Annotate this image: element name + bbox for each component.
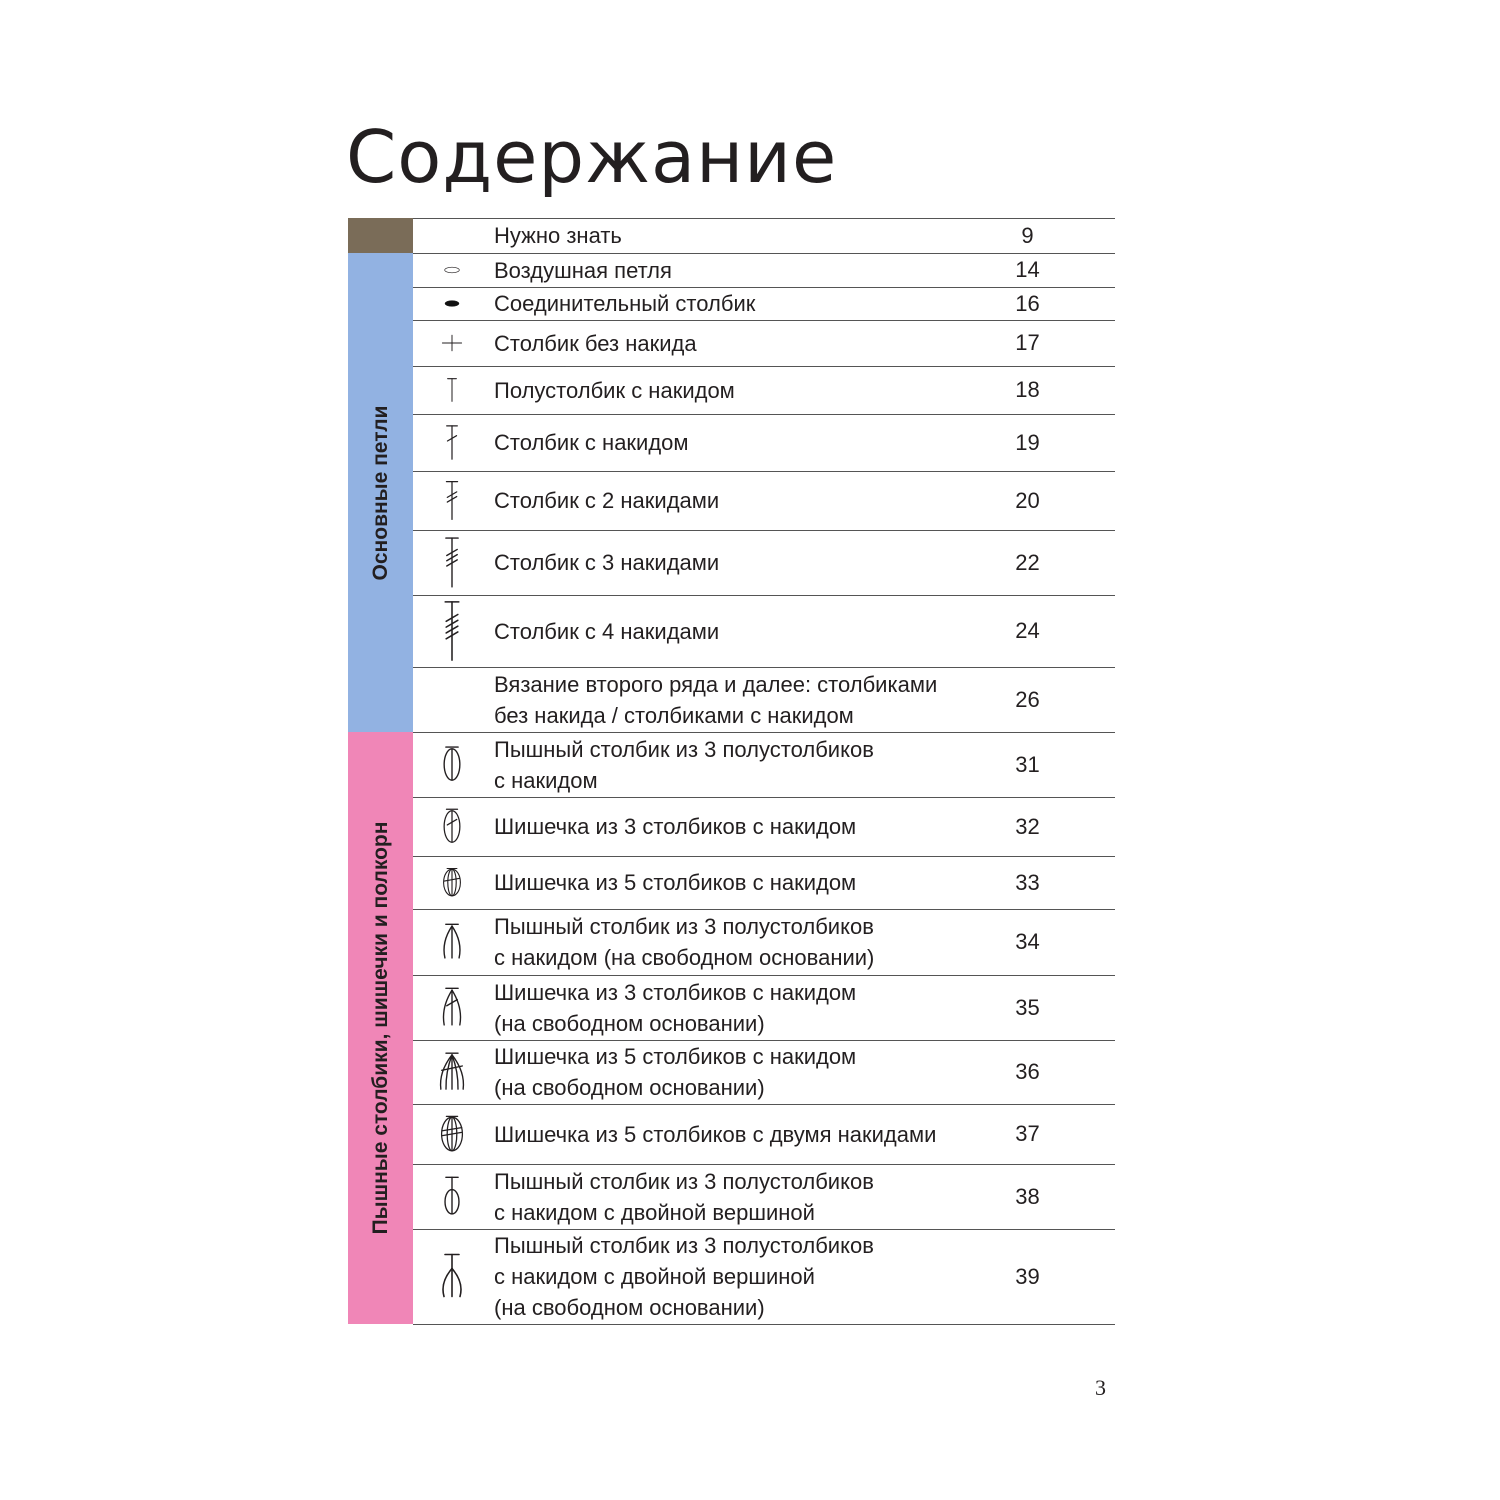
toc-entry-line: (на свободном основании) — [494, 1075, 765, 1100]
toc-entry-title[interactable] — [494, 797, 994, 856]
section-label-basic: Основные петли — [368, 405, 392, 580]
toc-entry-title[interactable] — [494, 320, 994, 366]
toc-entry-line: с накидом с двойной вершиной — [494, 1264, 815, 1289]
toc-entry-title[interactable] — [494, 471, 994, 530]
toc-entry-title[interactable] — [494, 667, 994, 732]
toc-entry-line: Столбик с 4 накидами — [494, 618, 720, 644]
row-divider — [413, 1324, 1115, 1325]
toc-entry-title[interactable] — [494, 1104, 994, 1164]
toc-entry-page[interactable]: 31 — [1015, 751, 1040, 777]
toc-entry-title[interactable] — [494, 1164, 994, 1229]
toc-entry-line: с накидом с двойной вершиной — [494, 1199, 815, 1225]
toc-entry-title[interactable] — [494, 856, 994, 909]
section-bar-basic — [348, 253, 413, 732]
toc-entry-title[interactable] — [494, 1040, 994, 1104]
section-bar-intro — [348, 218, 413, 253]
triple-treble-crochet-icon — [432, 597, 472, 665]
toc-entry-page[interactable]: 39 — [1015, 1263, 1040, 1289]
toc-entry-page[interactable]: 18 — [1015, 377, 1040, 402]
toc-entry-line: Шишечка из 5 столбиков с двумя накидами — [494, 1121, 937, 1147]
toc-entry-line: Воздушная петля — [494, 257, 672, 283]
toc-entry-line: Пышный столбик из 3 полустолбиков — [494, 1168, 874, 1194]
slip-stitch-icon — [432, 289, 472, 318]
toc-entry-line: Столбик без накида — [494, 330, 697, 356]
toc-entry-title[interactable] — [494, 909, 994, 975]
toc-entry-title[interactable] — [494, 975, 994, 1040]
toc-entry-line: Пышный столбик из 3 полустолбиков — [494, 914, 874, 939]
toc-entry-page[interactable]: 16 — [1015, 290, 1040, 316]
toc-entry-title[interactable] — [494, 287, 994, 320]
puff-3hdc-icon — [432, 734, 472, 795]
toc-entry-line: Столбик с накидом — [494, 430, 689, 455]
toc-entry-line: (на свободном основании) — [494, 1295, 765, 1320]
section-label-puff: Пышные столбики, шишечки и полкорн — [368, 821, 392, 1235]
toc-entry-title[interactable] — [494, 414, 994, 471]
toc-entry-page[interactable]: 17 — [1015, 330, 1040, 355]
puff-3hdc-double-top-open-icon — [432, 1231, 472, 1322]
double-treble-crochet-icon — [432, 532, 472, 593]
toc-entry-page[interactable]: 24 — [1015, 618, 1040, 643]
toc-entry-line: Шишечка из 3 столбиков с накидом — [494, 814, 857, 839]
cluster-5tr-icon — [432, 1106, 472, 1162]
cluster-3dc-open-icon — [432, 977, 472, 1038]
toc-entry-line: Шишечка из 5 столбиков с накидом — [494, 870, 857, 895]
toc-entry-line: Пышный столбик из 3 полустолбиков — [494, 736, 874, 762]
toc-entry-line: без накида / столбиками с накидом — [494, 702, 854, 728]
puff-3hdc-double-top-icon — [432, 1166, 472, 1227]
toc-entry-page[interactable]: 36 — [1015, 1059, 1040, 1084]
toc-entry-line: Соединительный столбик — [494, 291, 756, 316]
puff-3hdc-open-icon — [432, 911, 472, 973]
toc-entry-line: (на свободном основании) — [494, 1010, 765, 1036]
toc-entry-line: Столбик с 2 накидами — [494, 488, 720, 513]
toc-entry-line: Пышный столбик из 3 полустолбиков — [494, 1233, 874, 1258]
toc-entry-page[interactable]: 14 — [1015, 257, 1040, 282]
toc-entry-title[interactable] — [494, 732, 994, 797]
cluster-5dc-open-icon — [432, 1042, 472, 1102]
toc-entry-title[interactable] — [494, 1229, 994, 1324]
toc-entry-page[interactable]: 26 — [1015, 686, 1040, 712]
chain-stitch-icon — [432, 255, 472, 285]
toc-entry-line: Нужно знать — [494, 223, 622, 248]
toc-entry-line: Полустолбик с накидом — [494, 377, 735, 403]
toc-entry-line: Вязание второго ряда и далее: столбиками — [494, 671, 938, 697]
toc-entry-title[interactable] — [494, 530, 994, 595]
single-crochet-icon — [432, 322, 472, 364]
toc-entry-line: Шишечка из 5 столбиков с накидом — [494, 1044, 857, 1069]
toc-entry-page[interactable]: 35 — [1015, 994, 1040, 1020]
page-number: 3 — [1095, 1375, 1106, 1400]
toc-entry-line: с накидом (на свободном основании) — [494, 945, 875, 970]
cluster-5dc-icon — [432, 858, 472, 907]
cluster-3dc-icon — [432, 799, 472, 854]
toc-entry-page[interactable]: 22 — [1015, 549, 1040, 575]
half-double-crochet-icon — [432, 368, 472, 412]
toc-entry-line: Шишечка из 3 столбиков с накидом — [494, 979, 857, 1005]
toc-entry-title[interactable] — [494, 253, 994, 287]
toc-entry-page[interactable]: 20 — [1015, 487, 1040, 513]
double-crochet-icon — [432, 416, 472, 469]
treble-crochet-icon — [432, 473, 472, 528]
toc-entry-line: Столбик с 3 накидами — [494, 550, 720, 575]
toc-entry-page[interactable]: 19 — [1015, 429, 1040, 455]
toc-entry-title[interactable] — [494, 595, 994, 667]
toc-entry-title[interactable] — [494, 366, 994, 414]
toc-entry-page[interactable]: 33 — [1015, 869, 1040, 895]
page-title: Содержание — [346, 115, 838, 199]
toc-entry-page[interactable]: 9 — [1021, 222, 1034, 248]
toc-entry-page[interactable]: 38 — [1015, 1183, 1040, 1209]
toc-entry-title[interactable] — [494, 218, 994, 253]
section-bar-puff — [348, 732, 413, 1324]
toc-entry-line: с накидом — [494, 767, 598, 793]
toc-entry-page[interactable]: 34 — [1015, 929, 1040, 954]
toc-entry-page[interactable]: 37 — [1015, 1121, 1040, 1146]
toc-entry-page[interactable]: 32 — [1015, 813, 1040, 839]
